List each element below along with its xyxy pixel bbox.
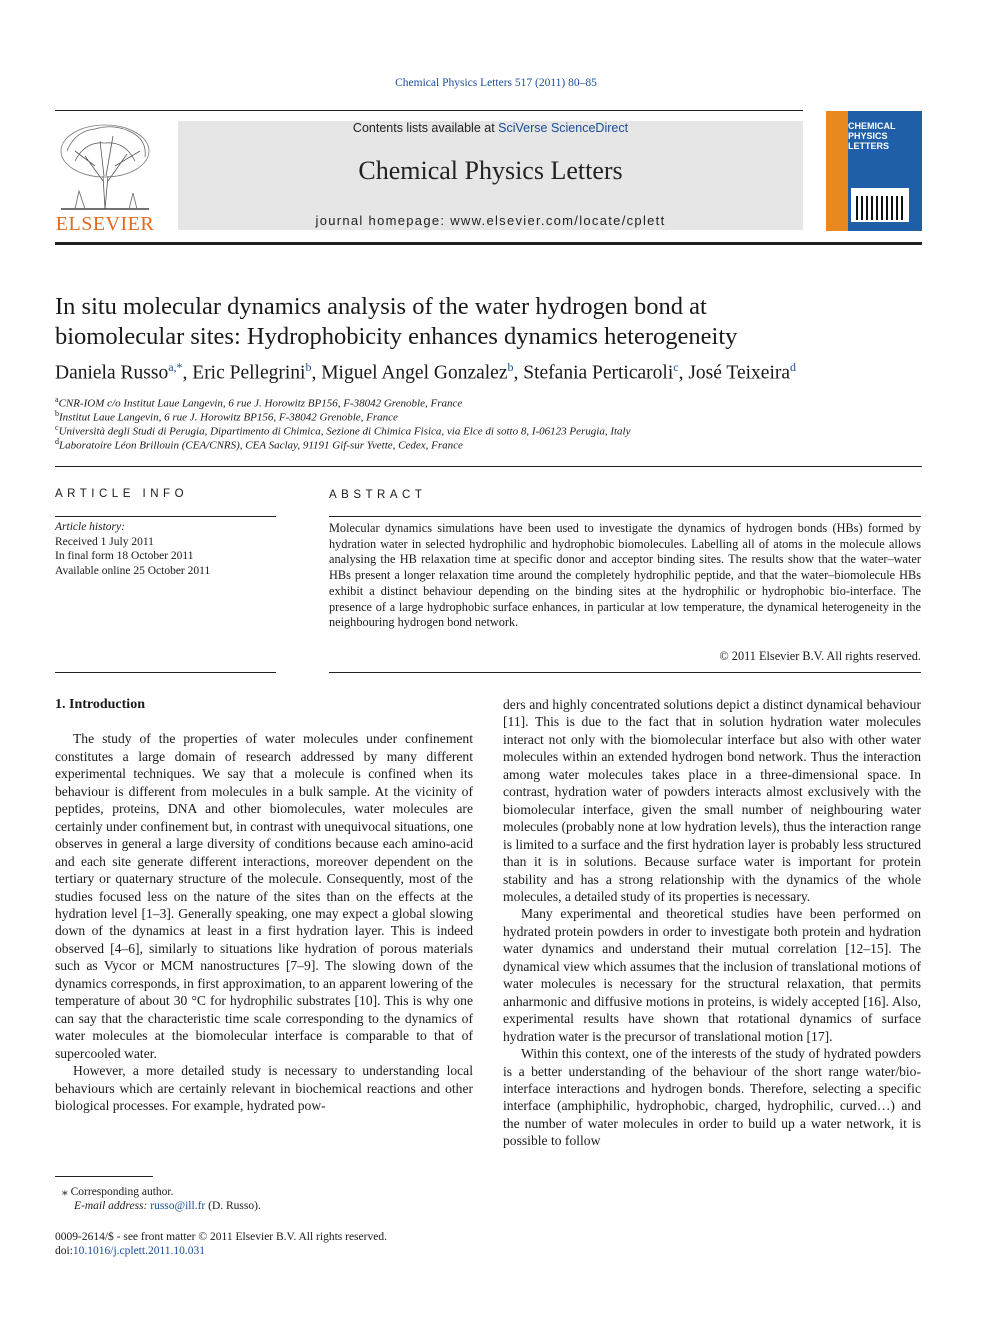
corresponding-author: ⁎ Corresponding author. (62, 1186, 174, 1198)
doi-link[interactable]: 10.1016/j.cplett.2011.10.031 (72, 1245, 206, 1257)
cover-accent-strip (826, 111, 848, 231)
affiliation (55, 437, 935, 452)
author-separator: , (182, 362, 193, 384)
corresponding-author-note (62, 1185, 462, 1213)
body-right-column (503, 696, 921, 1150)
header-top-rule (55, 110, 803, 111)
body-paragraph: Many experimental and theoretical studies have been performed on hydrated protein powders in order to investigate both protein and hydration water dynamics and understand their mutual correlation [12–15]. The dynamical view which assumes that the inclusion of translational motions of water molecules is necessary for the structural relaxation, that permits anharmonic and diffusive motions in proteins, is widely accepted [16]. Also, experimental results have shown that rotational dynamics of surface hydration water is the precursor of translational motion [17]. (503, 906, 921, 1044)
author-name[interactable]: Stefania Perticaroli (523, 362, 674, 384)
body-paragraph: However, a more detailed study is necessary to understanding local behaviours which are certainly relevant in biochemical reactions and other biological processes. For example, hydrated pow- (55, 1063, 473, 1113)
author-affiliation-marker[interactable]: b (305, 360, 312, 374)
author-affiliation-marker[interactable]: d (790, 360, 797, 374)
affiliation (55, 395, 935, 410)
author-separator: , (513, 362, 524, 384)
author-list (55, 360, 935, 385)
author-name[interactable]: Daniela Russo (55, 362, 169, 384)
sciencedirect-link[interactable]: SciVerse ScienceDirect (498, 121, 629, 135)
received-date: Received 1 July 2011 (55, 535, 154, 548)
author-separator: , (678, 362, 689, 384)
body-paragraph: Within this context, one of the interests of the study of hydrated powders is a better understanding of the behaviour of the short range water/bio-interface interactions and hydrogen bonds. Therefore, selecting a specific interface (amphiphilic, hydrophobic, charged, hydrophilic, curved…) and the number of water molecules in order to build up a water network, it is possible to follow (503, 1046, 921, 1149)
contents-prefix: Contents lists available at (352, 121, 499, 135)
author-affiliation-marker[interactable]: c (673, 360, 679, 374)
author-name[interactable]: Eric Pellegrini (192, 362, 306, 384)
author-separator: , (311, 362, 322, 384)
article-title-line2: biomolecular sites: Hydrophobicity enhances dynamics heterogeneity (55, 323, 738, 350)
tree-icon (55, 121, 155, 213)
journal-citation[interactable]: Chemical Physics Letters 517 (2011) 80–85 (395, 77, 597, 89)
section-heading: 1. Introduction (55, 697, 145, 712)
cover-figure-graphic (851, 188, 909, 222)
final-form-date: In final form 18 October 2011 (55, 550, 194, 562)
email-label: E-mail address: (74, 1200, 151, 1212)
cover-title-line: CHEMICAL (848, 121, 896, 131)
affiliation-text: Laboratoire Léon Brillouin (CEA/CNRS), CEA Saclay, 91191 Gif-sur Yvette, Cedex, France (59, 439, 463, 452)
article-history (55, 520, 276, 578)
article-info-bottom-rule (55, 672, 276, 673)
cover-title-line: LETTERS (848, 141, 890, 151)
front-matter (55, 1230, 555, 1258)
journal-title: Chemical Physics Letters (358, 156, 623, 185)
author-name[interactable]: Miguel Angel Gonzalez (321, 362, 508, 384)
footnote-rule (55, 1176, 153, 1177)
affiliations-rule (55, 466, 922, 467)
article-title (55, 292, 935, 352)
online-date: Available online 25 October 2011 (55, 564, 211, 577)
affiliation-marker: d (55, 437, 59, 446)
cover-figure (851, 188, 909, 222)
abstract-bottom-rule (329, 672, 921, 673)
author-affiliation-marker[interactable]: b (507, 360, 514, 374)
affiliation-text: CNR-IOM c/o Institut Laue Langevin, 6 rue J. Horowitz BP156, F-38042 Grenoble, France (58, 397, 463, 410)
affiliation-text: Università degli Studi di Perugia, Dipartimento di Chimica, Sezione di Chimica Fisica, via Elce di sotto 8, I-06123 Perugia, Italy (58, 425, 631, 438)
affiliation-marker: b (55, 409, 59, 418)
history-label: Article history: (55, 521, 125, 533)
cover-title-line: PHYSICS (848, 131, 888, 141)
affiliation (55, 423, 935, 438)
doi-label: doi: (55, 1245, 73, 1257)
author-name[interactable]: José Teixeira (688, 362, 791, 384)
article-info-heading: ARTICLE INFO (55, 488, 189, 500)
body-paragraph: ders and highly concentrated solutions depict a distinct dynamical behaviour [11]. This is due to the fact that in solution hydration water molecules interact not only with the biomolecular interface but also with other water molecules within an extended hydrogen bond network. Thus the interaction among water molecules takes place in a three-dimensional space. In contrast, hydration water of powders interacts almost exclusively with the biomolecular interface, given the small number of neighbouring water molecules (probably none at low hydration levels), thus the interaction range is limited to a surface and the first hydration layer is probably less structured than it is in solutions. Because surface water is important for protein stability and has a strong relationship with the dynamics of the whole molecules, a detailed study of its properties is necessary. (503, 697, 921, 904)
author-affiliation-marker[interactable]: a,* (168, 360, 183, 374)
body-paragraph: The study of the properties of water molecules under confinement constitutes a large domain of research addressed by many different experimental techniques. We say that a molecule is confined when its behaviour is different from molecules in a bulk sample. At the vicinity of peptides, proteins, DNA and other biomolecules, water molecules are certainly under confinement but, in contrast with unequivocal situations, one observes in general a large diversity of conditions because each amino-acid and each site generate different interactions, moreover dependent on the tertiary or quaternary structure of the molecule. Consequently, most of the studies focused less on the nature of the sites than on the effects at the hydration level [1–3]. Generally speaking, one may expect a global slowing down of the dynamics at least in a first hydration layer. This is indeed observed [4–6], similarly to situations like hydration of porous materials such as Vycor or MCM nanostructures [7–9]. The slowing down of the dynamics corresponds, in first approximation, to an apparent lowering of the temperature of about 30 °C for hydrophilic substrates [10]. This is why one can say that the characteristic time scale corresponding to the dynamics of water molecules at the biomolecular interface is comparable to that of supercooled water. (55, 731, 473, 1061)
article-title-line1: In situ molecular dynamics analysis of the water hydrogen bond at (55, 293, 707, 320)
doi-line (55, 1244, 555, 1258)
affiliation (55, 409, 935, 424)
body-left-column (55, 696, 473, 1114)
abstract-top-rule (329, 516, 921, 517)
email-line (62, 1199, 462, 1213)
cover-title (848, 121, 896, 151)
affiliation-marker: c (55, 423, 59, 432)
abstract-heading: ABSTRACT (329, 489, 427, 501)
header-bottom-rule (55, 242, 922, 245)
email-suffix: (D. Russo). (205, 1200, 261, 1212)
contents-line (178, 121, 803, 135)
article-info-rule (55, 516, 276, 517)
abstract-copyright: © 2011 Elsevier B.V. All rights reserved. (719, 649, 921, 663)
email-link[interactable]: russo@ill.fr (150, 1200, 206, 1212)
journal-homepage[interactable]: journal homepage: www.elsevier.com/locate/cplett (315, 213, 666, 228)
elsevier-wordmark: ELSEVIER (55, 213, 155, 235)
issn-line: 0009-2614/$ - see front matter © 2011 Elsevier B.V. All rights reserved. (55, 1231, 387, 1243)
affiliation-text: Institut Laue Langevin, 6 rue J. Horowitz BP156, F-38042 Grenoble, France (59, 411, 398, 424)
affiliation-marker: a (55, 395, 59, 404)
abstract-text: Molecular dynamics simulations have been used to investigate the dynamics of hydrogen bonds (HBs) formed by hydration water in selected hydrophilic and hydrophobic biomolecules. Labelling all of atoms in the molecule allows analysing the HB relaxation time at specific donor and acceptor binding sites. The results show that the water–water HBs present a longer relaxation time around the completely hydrophilic peptide, and that the water–biomolecule HBs exhibit a distinct behaviour depending on the binding sites at the hydrophilic or hydrophobic bio-interface. The presence of a large hydrophobic surface enhances, in particular at low temperature, the dynamical heterogeneity in the neighbouring hydrogen bond network. (329, 521, 921, 630)
